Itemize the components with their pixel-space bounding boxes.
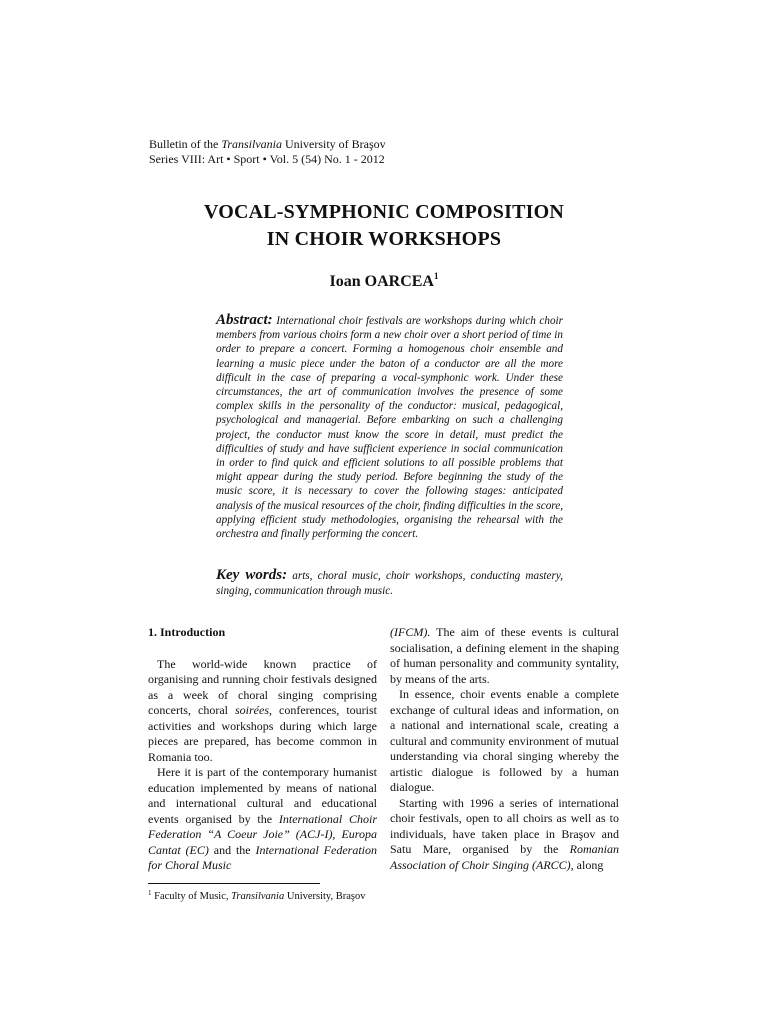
author-name: Ioan OARCEA <box>329 273 434 290</box>
paper-title <box>0 199 768 253</box>
right-column <box>390 625 619 873</box>
keywords-label: Key words: <box>216 567 288 583</box>
paper-title-line1: VOCAL-SYMPHONIC COMPOSITION <box>203 201 564 223</box>
abstract-label: Abstract: <box>216 312 273 328</box>
abstract <box>216 313 563 541</box>
keywords <box>216 568 563 598</box>
footnote-divider <box>148 883 320 884</box>
journal-header-line2: Series VIII: Art • Sport • Vol. 5 (54) No. 1 - 2012 <box>149 152 385 166</box>
left-column <box>148 625 377 874</box>
section-heading-introduction: 1. Introduction <box>148 625 226 639</box>
intro-paragraph-2-continued: (IFCM). The aim of these events is cultural socialisation, a defining element in the shaping of human personality and community syntality, by means of the arts. <box>390 625 619 686</box>
journal-header <box>149 137 386 167</box>
intro-paragraph-4: Starting with 1996 a series of international choir festivals, open to all choirs as well as to individuals, have taken place in Braşov and Satu Mare, organised by the Romanian Association of Choir Singing (ARCC), along <box>390 795 619 872</box>
author-footnote-mark: 1 <box>433 271 439 281</box>
footnote-mark: 1 <box>148 889 152 897</box>
footnote: $^1$ Faculty of Music, Transilvania University, Braşov <box>148 889 366 902</box>
paper-title-line2: IN CHOIR WORKSHOPS <box>266 228 502 250</box>
journal-header-line1: Bulletin of the Transilvania University of Braşov <box>149 137 386 151</box>
intro-paragraph-3: In essence, choir events enable a complete exchange of cultural ideas and information, on a national and international scale, creating a cultural and community environment of mutual understanding via choral singing whereby the artistic dialogue is followed by a human dialogue. <box>390 687 619 794</box>
keywords-text: arts, choral music, choir workshops, conducting mastery, singing, communication through music. <box>216 570 564 597</box>
abstract-text: International choir festivals are workshops during which choir members from various choirs form a new choir over a short period of time in order to prepare a concert. Forming a homogenous choir ensemble and learning a music piece under the baton of a conductor are all the more difficult in the case of preparing a vocal-symphonic work. Under these circumstances, the art of communication involves the presence of some complex skills in the personality of the conductor: musical, pedagogical, psychological and managerial. Before embarking on such a challenging project, the conductor must know the score in detail, must predict the difficulties of study and have sufficient experience in social communication in order to find quick and efficient solutions to all possible problems that might appear during the study period. Before beginning the study of the music score, it is necessary to cover the following stages: anticipated analysis of the musical resources of the choir, finding difficulties in the score, applying efficient study methodologies, organising the rehearsal with the orchestra and finally performing the concert. <box>216 315 564 541</box>
intro-paragraph-1: The world-wide known practice of organising and running choir festivals designed as a week of choral singing comprising concerts, choral soirées, conferences, tourist activities and workshops during which large pieces are prepared, has become common in Romania too. <box>148 656 377 764</box>
author-line <box>0 272 768 292</box>
intro-paragraph-2: Here it is part of the contemporary humanist education implemented by means of national and international cultural and educational events organised by the International Choir Federation “A Coeur Joie” (ACJ-I), Europa Cantat (EC) and the International Federation for Choral Music <box>148 765 377 872</box>
